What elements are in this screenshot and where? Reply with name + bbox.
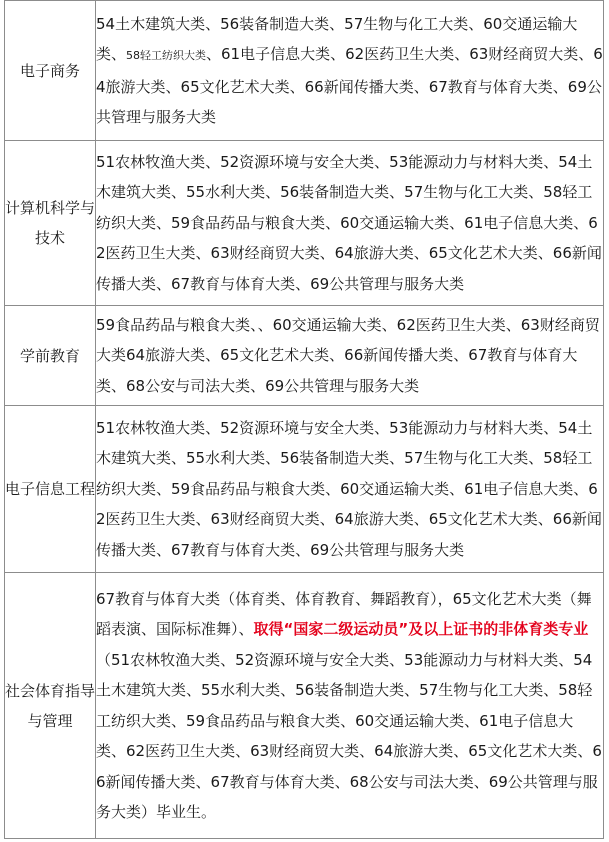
major-label: 计算机科学与技术 <box>5 199 96 247</box>
table-row <box>5 406 604 573</box>
major-label: 电子商务 <box>19 61 80 80</box>
major-label: 学前教育 <box>19 346 80 365</box>
major-name <box>5 306 96 406</box>
required-categories <box>96 406 604 573</box>
required-categories <box>96 141 604 306</box>
major-name <box>5 141 96 306</box>
major-name <box>5 406 96 573</box>
major-name <box>5 573 96 839</box>
table-row <box>5 306 604 406</box>
categories-text: 51农林牧渔大类、52资源环境与安全大类、53能源动力与材料大类、54土木建筑大类、55水利大类、56装备制造大类、57生物与化工大类、58轻工纺织大类、59食品药品与粮食大类、60交通运输大类、61电子信息大类、62医药卫生大类、63财经商贸大类、64旅游大类、65文化艺术大类、66新闻传播大类、67教育与体育大类、69公共管理与服务大类 <box>96 418 602 559</box>
required-categories <box>96 306 604 406</box>
certificate-requirement-highlight: 取得“国家二级运动员”及以上证书的非体育类专业 <box>253 620 589 638</box>
major-label: 社会体育指导与管理 <box>5 681 96 730</box>
categories-text-small: 58轻工纺织大类 <box>126 49 207 62</box>
categories-text-continued: （51农林牧渔大类、52资源环境与安全大类、53能源动力与材料大类、54土木建筑大类、55水利大类、56装备制造大类、57生物与化工大类、58轻工纺织大类、59食品药品与粮食大类、60交通运输大类、61电子信息大类、62医药卫生大类、63财经商贸大类、64旅游大类、65文化艺术大类、66新闻传播大类、67教育与体育大类、68公安与司法大类、69公共管理与服务大类）毕业生。 <box>96 650 602 821</box>
required-categories <box>96 573 604 839</box>
categories-text: 59食品药品与粮食大类、、60交通运输大类、62医药卫生大类、63财经商贸大类64旅游大类、65文化艺术大类、66新闻传播大类、67教育与体育大类、68公安与司法大类、69公共管理与服务大类 <box>96 315 600 395</box>
categories-text: 67教育与体育大类（体育类、体育教育、舞蹈教育），65文化艺术大类（舞蹈表演、国际标准舞）、 <box>96 589 592 638</box>
categories-text: 54土木建筑大类、56装备制造大类、57生物与化工大类、60交通运输大类、 <box>96 14 578 63</box>
major-name <box>5 1 96 141</box>
majors-requirements-table <box>4 0 604 839</box>
table-row <box>5 573 604 839</box>
required-categories <box>96 1 604 141</box>
categories-text-continued: 、61电子信息大类、62医药卫生大类、63财经商贸大类、64旅游大类、65文化艺术大类、66新闻传播大类、67教育与体育大类、69公共管理与服务大类 <box>96 45 603 126</box>
table-row <box>5 1 604 141</box>
categories-text: 51农林牧渔大类、52资源环境与安全大类、53能源动力与材料大类、54土木建筑大类、55水利大类、56装备制造大类、57生物与化工大类、58轻工纺织大类、59食品药品与粮食大类、60交通运输大类、61电子信息大类、62医药卫生大类、63财经商贸大类、64旅游大类、65文化艺术大类、66新闻传播大类、67教育与体育大类、69公共管理与服务大类 <box>96 152 602 293</box>
table-row <box>5 141 604 306</box>
major-label: 电子信息工程 <box>5 480 96 498</box>
